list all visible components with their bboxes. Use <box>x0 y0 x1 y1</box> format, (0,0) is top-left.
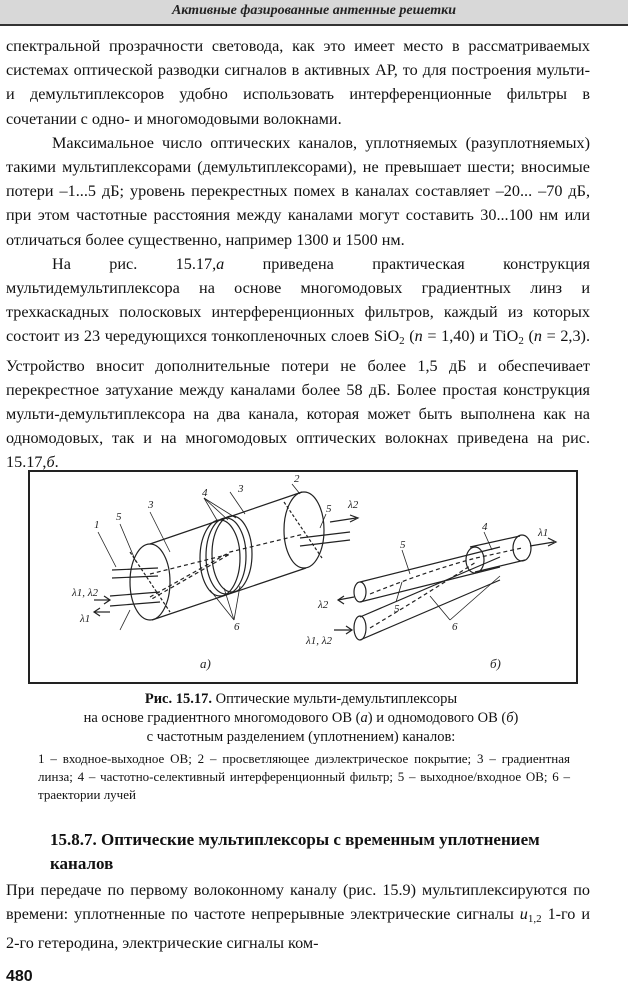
callout-2: 2 <box>294 473 300 485</box>
paragraph-3: На рис. 15.17,а приведена практическая конструкция мультидемультиплексора на основе многомодовых градиентных линз и трехкаскадных полосковых интерференционных фильтров, каждый из которых состоит из 23 чередующихся тонкопленочных слоев SiO$_2$ (n = 1,40) и TiO$_2$ (n = 2,3). Устройство вносит дополнительные потери не более 1,5 дБ и обеспечивает перекрестное затухание между каналами более 58 дБ. Более простая конструкция мульти-демультиплексора на два канала, которая может быть выполнена как на одномодовых, так и на многомодовых оптических волокнах приведена на рис. 15.17,б. <box>6 254 590 472</box>
label-b: б) <box>490 656 501 671</box>
lambda-1-a: λ1 <box>80 613 91 625</box>
lambda-2-a: λ2 <box>348 499 359 511</box>
callout-1: 1 <box>94 519 100 531</box>
paragraph-2: Максимальное число оптических каналов, уплотняемых (разуплотняемых) такими мультиплексорами (демультиплексорами), не превышает шести; вносимые потери –1...5 дБ; уровень перекрестных помех в каналах составляет –20... –70 дБ, при этом частотные расстояния между каналами могут составить 30...100 нм или отличаться более существенно, например 1300 и 1500 нм. <box>6 133 590 249</box>
callout-b-5: 5 <box>400 539 406 551</box>
callout-b-4: 4 <box>482 521 488 533</box>
paragraph-4: При передаче по первому волоконному каналу (рис. 15.9) мультиплексируются по времени: уплотненные по частоте непрерывные электрические сигналы $u_{1,2}$ 1-го и 2-го гетеродина, электрические сигналы ком- <box>6 881 590 953</box>
callout-5-b: 5 <box>326 503 332 515</box>
callout-4: 4 <box>202 487 208 499</box>
figure-drawing <box>30 472 576 682</box>
lambda-1-2-b: λ1, λ2 <box>306 635 333 647</box>
paragraph-1: спектральной прозрачности световода, как это имеет место в рассматриваемых системах оптической разводки сигналов в активных АР, то для построения мульти- и демультиплексоров удобно использовать интерференционные фильтры в сочетании с одно- и многомодовыми волокнами. <box>6 37 590 128</box>
page-number: 480 <box>6 968 33 985</box>
lambda-1-b: λ1 <box>538 527 549 539</box>
caption-line-2: на основе градиентного многомодового ОВ (а) и одномодового ОВ (б) <box>83 710 519 726</box>
callout-3: 3 <box>148 499 154 511</box>
callout-6: 6 <box>234 621 240 633</box>
callout-5-a: 5 <box>116 511 122 523</box>
running-header <box>0 0 628 28</box>
callout-b-5-2: 5 <box>394 603 400 615</box>
caption-line-1: Рис. 15.17. Оптические мульти-демультиплексоры <box>144 691 458 707</box>
caption-line-3: с частотным разделением (уплотнением) каналов: <box>146 729 456 745</box>
callout-b-6: 6 <box>452 621 458 633</box>
figure-15-17 <box>28 470 578 684</box>
diagram-b <box>334 532 556 640</box>
callout-3-b: 3 <box>238 483 244 495</box>
body-text-top <box>6 34 590 475</box>
lambda-2-b: λ2 <box>318 599 329 611</box>
header-title: Активные фазированные антенные решетки <box>171 3 457 18</box>
figure-caption <box>14 690 588 747</box>
figure-legend: 1 – входное-выходное ОВ; 2 – просветляющее диэлектрическое покрытие; 3 – градиентная линза; 4 – частотно-селективный интерференционный фильтр; 5 – выходное/входное ОВ; 6 – траектории лучей <box>38 751 570 802</box>
section-heading: 15.8.7. Оптические мультиплексоры с временным уплотнением каналов <box>50 830 540 873</box>
lambda-1-2-a: λ1, λ2 <box>72 587 99 599</box>
label-a: а) <box>200 656 211 671</box>
body-text-bottom <box>6 878 590 956</box>
